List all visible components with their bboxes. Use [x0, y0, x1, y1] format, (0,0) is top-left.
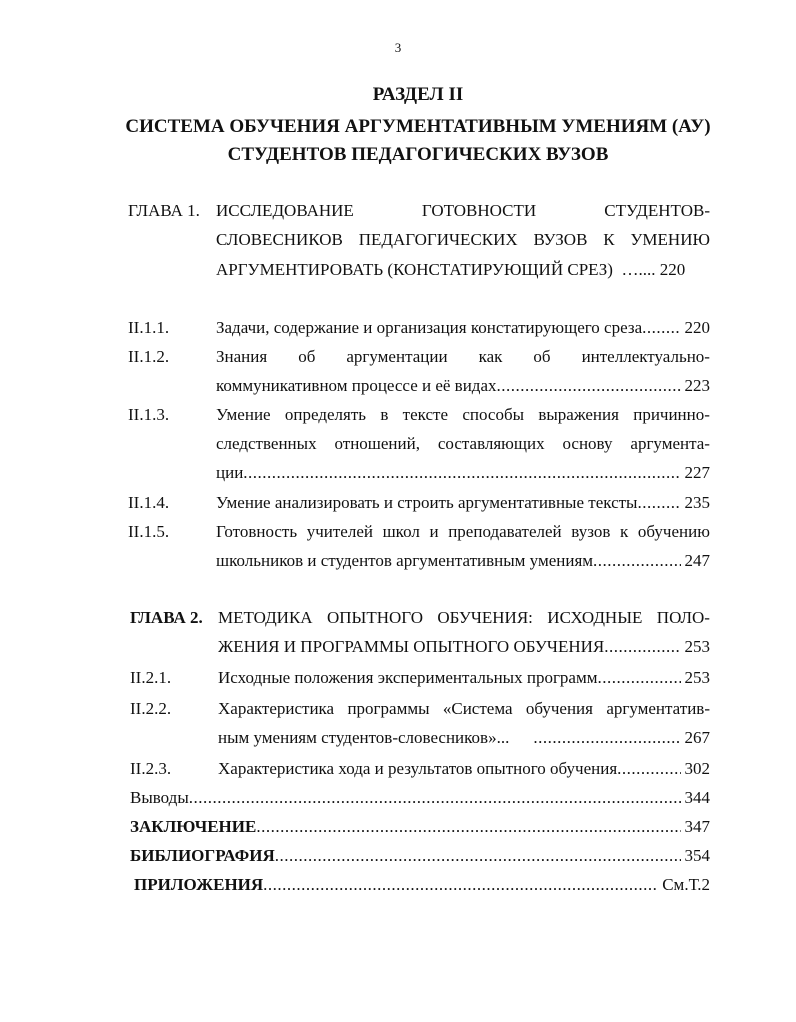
- leader-dots: [597, 668, 680, 688]
- page-number: 3: [394, 40, 402, 55]
- entry-text: ным умениям студентов-словесников»...: [218, 728, 510, 747]
- section-title-line2: СТУДЕНТОВ ПЕДАГОГИЧЕСКИХ ВУЗОВ: [227, 144, 609, 165]
- toc-entry-II-1-2-line1: [216, 347, 710, 367]
- page-ref: 247: [684, 551, 710, 570]
- toc-entry-II-1-2[interactable]: [216, 376, 710, 396]
- word: определять: [284, 405, 367, 424]
- leader-dots: [497, 376, 681, 396]
- word: УМЕНИЮ: [630, 230, 710, 249]
- toc-entry-II-1-3[interactable]: [216, 463, 710, 483]
- page-ref: 220: [659, 260, 686, 279]
- page-ref: 220: [684, 318, 710, 337]
- leader-dots: [509, 728, 680, 748]
- chapter1-title-line3[interactable]: [216, 260, 685, 280]
- page-ref: 253: [684, 668, 710, 687]
- word: обучению: [637, 522, 710, 541]
- word: аргументатив-: [606, 699, 710, 718]
- word: в: [380, 405, 389, 424]
- section-label: РАЗДЕЛ II: [372, 84, 464, 105]
- leader-dots: [637, 493, 680, 513]
- leader-dots: [189, 788, 681, 808]
- word: как: [478, 347, 503, 366]
- page-ref: 267: [684, 728, 710, 747]
- chapter1-title-line2: [216, 230, 710, 250]
- word: программы: [347, 699, 430, 718]
- word: об: [533, 347, 551, 366]
- word: основу: [562, 434, 613, 453]
- word: ПЕДАГОГИЧЕСКИХ: [358, 230, 518, 249]
- section-title-line1: СИСТЕМА ОБУЧЕНИЯ АРГУМЕНТАТИВНЫМ УМЕНИЯМ (АУ): [125, 116, 711, 137]
- page-ref: 344: [684, 788, 710, 807]
- word: Характеристика: [218, 699, 335, 718]
- word: причинно-: [633, 405, 710, 424]
- word: Знания: [216, 347, 268, 366]
- item-number: II.1.5.: [128, 522, 170, 541]
- toc-entry-closing[interactable]: [130, 817, 710, 837]
- word: ИСХОДНЫЕ: [547, 608, 643, 627]
- toc-entry-II-1-5-line1: [216, 522, 710, 542]
- toc-entry-chapter2[interactable]: [218, 637, 710, 657]
- word: учителей: [306, 522, 373, 541]
- word: ПОЛО-: [656, 608, 710, 627]
- word: способы: [462, 405, 525, 424]
- word: СЛОВЕСНИКОВ: [216, 230, 343, 249]
- page-ref: 223: [684, 376, 710, 395]
- entry-text: Исходные положения экспериментальных программ: [218, 668, 598, 687]
- entry-text: ЗАКЛЮЧЕНИЕ: [130, 817, 257, 836]
- word: интеллектуально-: [581, 347, 710, 366]
- item-number: II.1.4.: [128, 493, 170, 512]
- leader-dots: [256, 817, 680, 837]
- entry-text: БИБЛИОГРАФИЯ: [130, 846, 275, 865]
- page-ref: 253: [684, 637, 710, 656]
- page-ref: 347: [684, 817, 710, 836]
- word: отношений,: [334, 434, 420, 453]
- toc-entry-appendices[interactable]: [134, 875, 710, 895]
- leader: …....: [621, 260, 656, 279]
- leader-dots: [593, 551, 680, 571]
- toc-entry-II-1-1[interactable]: [216, 318, 710, 338]
- leader-dots: [604, 637, 680, 657]
- leader-dots: [642, 318, 680, 338]
- word: вузов: [571, 522, 611, 541]
- word: К: [603, 230, 615, 249]
- word: школ: [382, 522, 420, 541]
- word: ОБУЧЕНИЯ:: [437, 608, 533, 627]
- item-number: II.2.3.: [130, 759, 172, 778]
- word: аргумента-: [630, 434, 710, 453]
- item-number: II.2.2.: [130, 699, 172, 718]
- toc-entry-II-1-5[interactable]: [216, 551, 710, 571]
- word: Умение: [216, 405, 271, 424]
- entry-text: Выводы: [130, 788, 189, 807]
- toc-entry-conclusions[interactable]: [130, 788, 710, 808]
- word: и: [429, 522, 439, 541]
- leader-dots: [263, 875, 658, 895]
- chapter2-label: ГЛАВА 2.: [130, 608, 203, 627]
- toc-entry-II-1-4[interactable]: [216, 493, 710, 513]
- toc-entry-II-2-2[interactable]: [218, 728, 710, 748]
- page-ref: 354: [684, 846, 710, 865]
- chapter2-title-line1: [218, 608, 710, 628]
- chapter1-title-text: АРГУМЕНТИРОВАТЬ (КОНСТАТИРУЮЩИЙ СРЕЗ): [216, 260, 613, 279]
- toc-entry-II-1-3-line1: [216, 405, 710, 425]
- item-number: II.1.3.: [128, 405, 170, 424]
- entry-text: коммуникативном процессе и её видах: [216, 376, 497, 395]
- word: преподавателей: [448, 522, 562, 541]
- word: ГОТОВНОСТИ: [421, 201, 537, 220]
- word: ОПЫТНОГО: [326, 608, 423, 627]
- entry-text: Задачи, содержание и организация констатирующего среза: [216, 318, 643, 337]
- word: обучения: [525, 699, 593, 718]
- leader-dots: [617, 759, 680, 779]
- word: тексте: [402, 405, 449, 424]
- toc-entry-bibliography[interactable]: [130, 846, 710, 866]
- word: аргументации: [346, 347, 448, 366]
- item-number: II.1.2.: [128, 347, 170, 366]
- entry-text: ЖЕНИЯ И ПРОГРАММЫ ОПЫТНОГО ОБУЧЕНИЯ: [218, 637, 605, 656]
- word: выражения: [538, 405, 619, 424]
- entry-text: школьников и студентов аргументативным умениям: [216, 551, 594, 570]
- toc-entry-II-1-3-line2: [216, 434, 710, 454]
- entry-text: Умение анализировать и строить аргументативные тексты: [216, 493, 638, 512]
- word: Готовность: [216, 522, 298, 541]
- page-ref: 302: [684, 759, 710, 778]
- word: ИССЛЕДОВАНИЕ: [216, 201, 354, 220]
- chapter1-title-line1: [216, 201, 710, 221]
- item-number: II.1.1.: [128, 318, 170, 337]
- word: к: [620, 522, 629, 541]
- word: следственных: [216, 434, 317, 453]
- page-ref: См.Т.2: [662, 875, 710, 894]
- word: МЕТОДИКА: [218, 608, 313, 627]
- word: «Система: [442, 699, 513, 718]
- item-number: II.2.1.: [130, 668, 172, 687]
- word: составляющих: [437, 434, 545, 453]
- toc-entry-II-2-3[interactable]: [218, 759, 710, 779]
- entry-text: ПРИЛОЖЕНИЯ: [134, 875, 264, 894]
- word: об: [298, 347, 316, 366]
- chapter1-label: ГЛАВА 1.: [128, 201, 200, 220]
- word: СТУДЕНТОВ-: [604, 201, 710, 220]
- leader-dots: [275, 846, 681, 866]
- entry-text: Характеристика хода и результатов опытного обучения: [218, 759, 618, 778]
- page-ref: 227: [684, 463, 710, 482]
- toc-entry-II-2-2-line1: [218, 699, 710, 719]
- page-ref: 235: [684, 493, 710, 512]
- entry-text: ции: [216, 463, 244, 482]
- word: ВУЗОВ: [533, 230, 588, 249]
- leader-dots: [243, 463, 680, 483]
- toc-entry-II-2-1[interactable]: [218, 668, 710, 688]
